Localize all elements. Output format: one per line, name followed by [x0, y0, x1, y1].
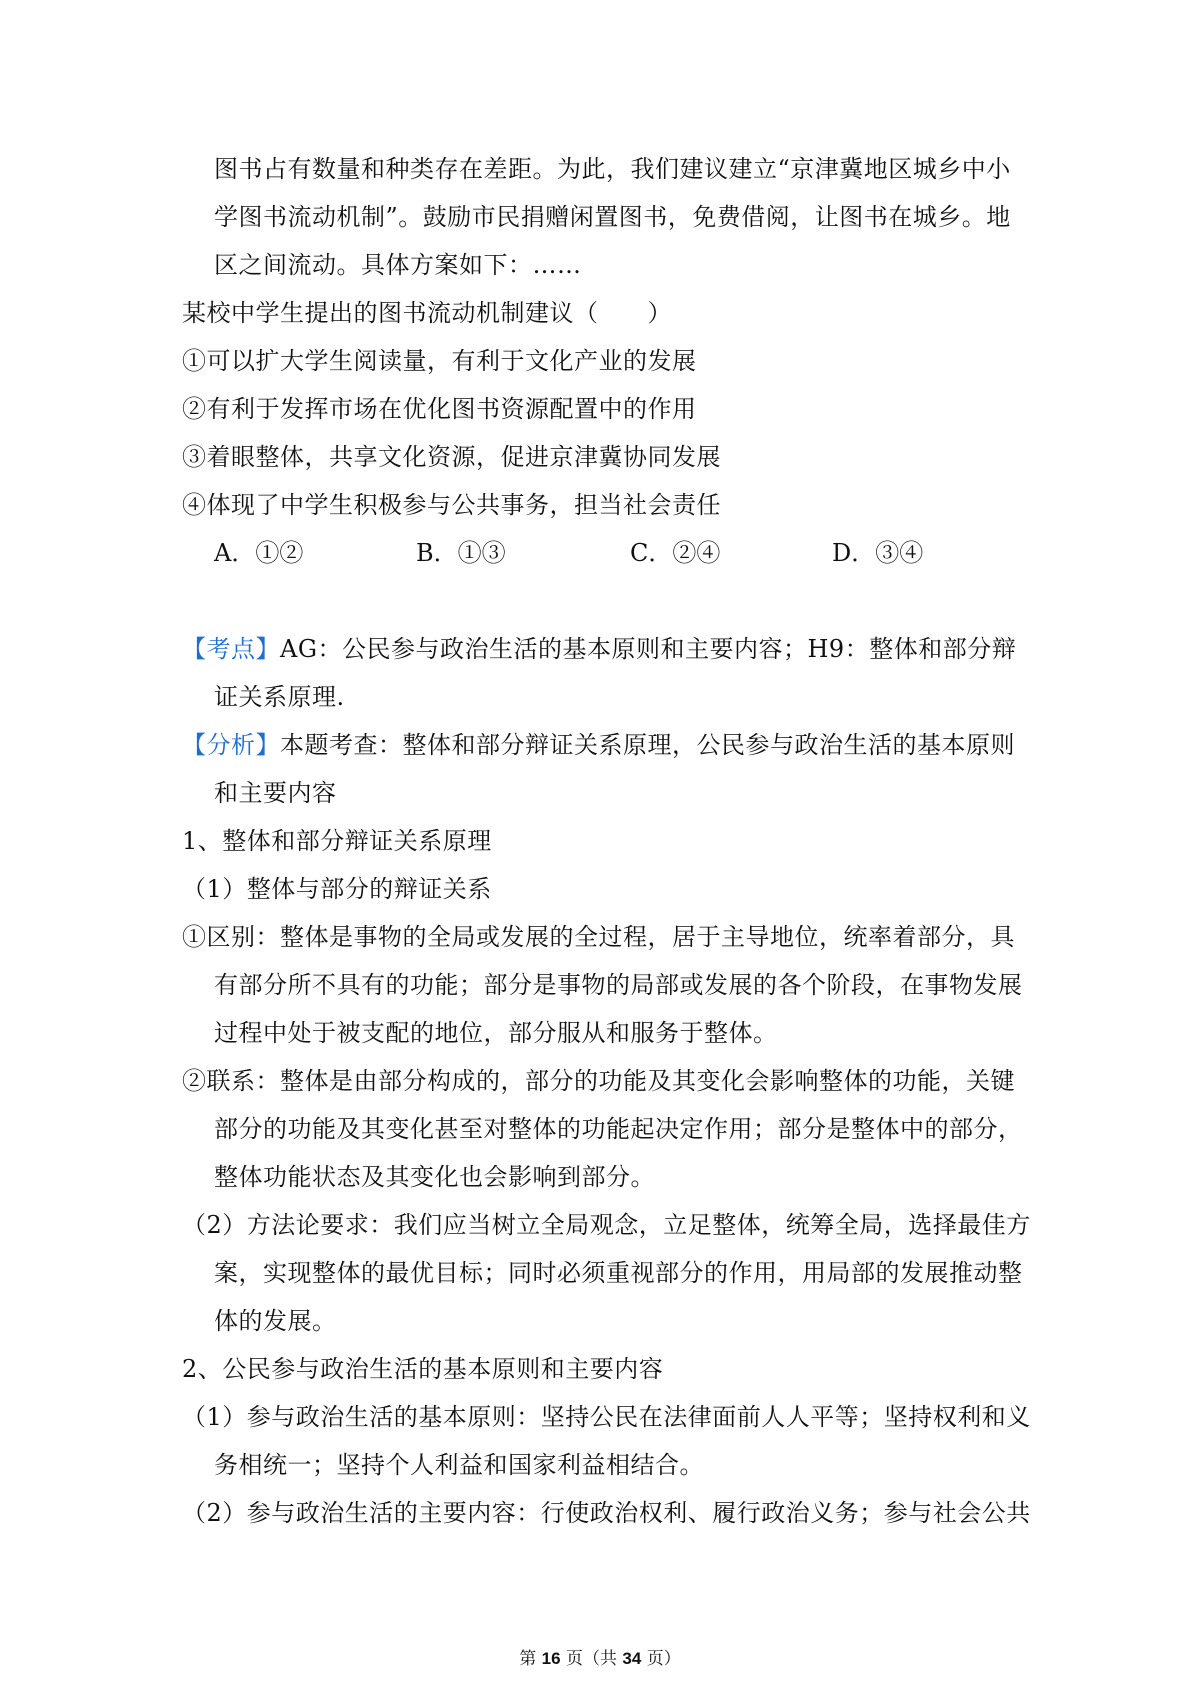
body-line: ②联系：整体是由部分构成的，部分的功能及其变化会影响整体的功能，关键 [182, 1067, 1015, 1095]
footer-middle: 页（共 [566, 1649, 617, 1669]
body-line: 务相统一；坚持个人利益和国家利益相结合。 [214, 1451, 704, 1479]
current-page-number: 16 [541, 1649, 561, 1668]
body-line: 部分的功能及其变化甚至对整体的功能起决定作用；部分是整体中的部分， [214, 1115, 1023, 1143]
passage-line: 图书占有数量和种类存在差距。为此，我们建议建立“京津冀地区城乡中小 [214, 155, 1011, 183]
option-d: D．③④ [832, 539, 924, 567]
kaodian-line: 证关系原理. [214, 683, 345, 711]
body-line: （1）参与政治生活的基本原则：坚持公民在法律面前人人平等；坚持权利和义 [182, 1403, 1031, 1431]
passage-line: 区之间流动。具体方案如下：…… [214, 251, 582, 279]
body-line: （2）方法论要求：我们应当树立全局观念，立足整体，统筹全局，选择最佳方 [182, 1211, 1031, 1239]
footer-suffix: 页） [646, 1649, 681, 1669]
page-footer [0, 1648, 1200, 1670]
body-line: 整体功能状态及其变化也会影响到部分。 [214, 1163, 655, 1191]
kaodian-text: AG：公民参与政治生活的基本原则和主要内容；H9：整体和部分辩 [280, 635, 1017, 663]
body-line: 体的发展。 [214, 1307, 337, 1335]
option-c: C．②④ [630, 539, 721, 567]
question-item: ①可以扩大学生阅读量，有利于文化产业的发展 [182, 347, 697, 375]
fenxi-line [182, 730, 1015, 760]
body-line: ①区别：整体是事物的全局或发展的全过程，居于主导地位，统率着部分，具 [182, 923, 1015, 951]
option-a: A．①② [214, 539, 304, 567]
question-item: ③着眼整体，共享文化资源，促进京津冀协同发展 [182, 443, 721, 471]
fenxi-text: 本题考查：整体和部分辩证关系原理，公民参与政治生活的基本原则 [280, 731, 1015, 759]
total-page-number: 34 [622, 1649, 642, 1668]
fenxi-line: 和主要内容 [214, 779, 337, 807]
question-item: ④体现了中学生积极参与公共事务，担当社会责任 [182, 491, 721, 519]
body-line: 有部分所不具有的功能；部分是事物的局部或发展的各个阶段，在事物发展 [214, 971, 1023, 999]
footer-prefix: 第 [519, 1649, 537, 1669]
fenxi-tag: 【分析】 [182, 731, 280, 759]
body-line: 过程中处于被支配的地位，部分服从和服务于整体。 [214, 1019, 778, 1047]
section-heading: 2、公民参与政治生活的基本原则和主要内容 [182, 1355, 664, 1383]
kaodian-line [182, 634, 1016, 664]
question-item: ②有利于发挥市场在优化图书资源配置中的作用 [182, 395, 697, 423]
question-stem: 某校中学生提出的图书流动机制建议（ ） [182, 299, 672, 327]
body-line: （2）参与政治生活的主要内容：行使政治权利、履行政治义务；参与社会公共 [182, 1499, 1031, 1527]
kaodian-tag: 【考点】 [182, 635, 280, 663]
body-line: 案，实现整体的最优目标；同时必须重视部分的作用，用局部的发展推动整 [214, 1259, 1023, 1287]
section-heading: 1、整体和部分辩证关系原理 [182, 827, 492, 855]
passage-line: 学图书流动机制”。鼓励市民捐赠闲置图书，免费借阅，让图书在城乡。地 [214, 203, 1011, 231]
subsection-heading: （1）整体与部分的辩证关系 [182, 875, 492, 903]
option-b: B．①③ [416, 539, 506, 567]
